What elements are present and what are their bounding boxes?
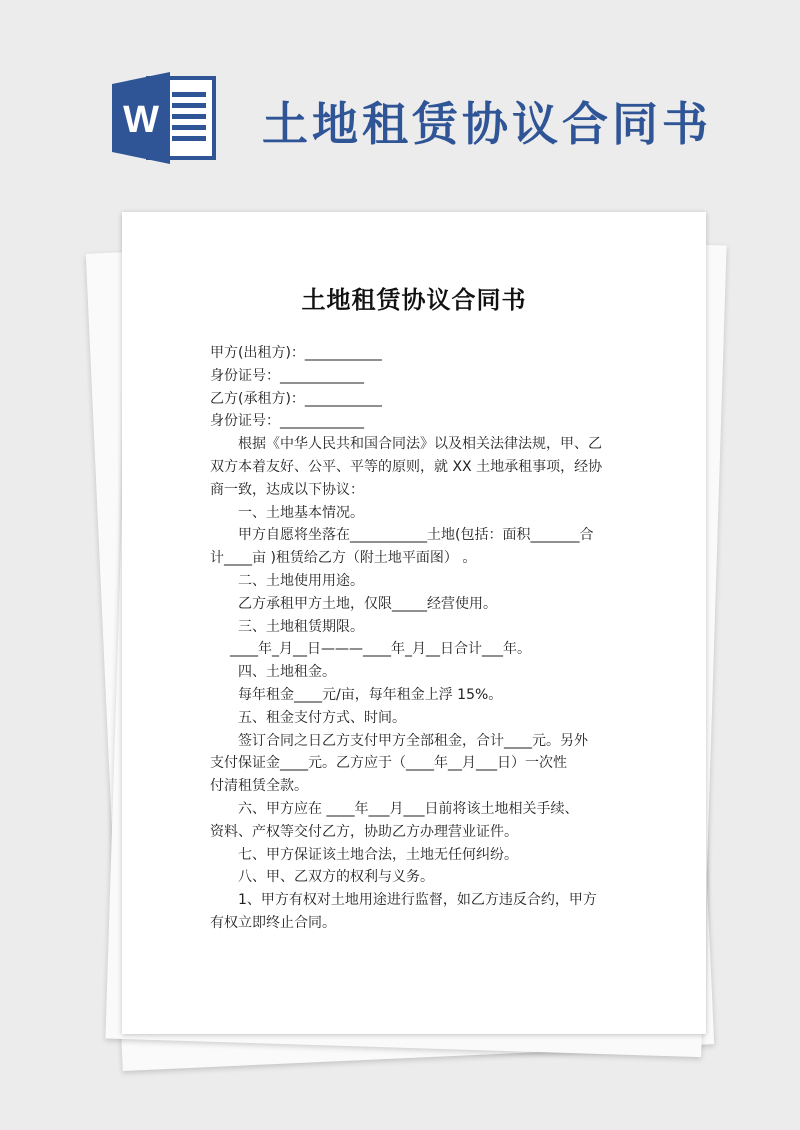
paragraph-line: 商一致，达成以下协议： (210, 481, 364, 498)
paragraph-line: 每年租金____元/亩，每年租金上浮 15%。 (238, 686, 503, 703)
document-title: 土地租赁协议合同书 (301, 286, 527, 314)
banner (0, 0, 800, 215)
paragraph-line: 双方本着友好、公平、平等的原则，就 XX 土地承租事项，经协 (210, 458, 603, 475)
party-a-line: 甲方(出租方)：___________ (210, 345, 382, 361)
section-heading: 八、甲、乙双方的权利与义务。 (238, 869, 434, 886)
paragraph-line: 计____亩 )租赁给乙方（附土地平面图） 。 (210, 550, 477, 567)
section-heading: 五、租金支付方式、时间。 (238, 709, 406, 726)
document-page (122, 212, 706, 1034)
party-a-id-line: 身份证号：____________ (210, 367, 364, 384)
party-b-id-line: 身份证号：____________ (210, 413, 364, 430)
paragraph-line: 资料、产权等交付乙方，协助乙方办理营业证件。 (210, 823, 518, 840)
word-document-icon (112, 72, 216, 164)
paragraph-line: 支付保证金____元。乙方应于（____年__月___日）一次性 (210, 755, 567, 772)
paragraph-line: 有权立即终止合同。 (210, 914, 336, 931)
paragraph-line: 根据《中华人民共和国合同法》以及相关法律法规，甲、乙 (238, 436, 602, 453)
banner-title: 土地租赁协议合同书 (262, 97, 712, 151)
paragraph-line: ____年_月__日———____年_月__日合计___年。 (230, 641, 531, 658)
section-heading: 七、甲方保证该土地合法，土地无任何纠纷。 (238, 846, 518, 863)
paragraph-line: 甲方自愿将坐落在___________土地(包括：面积_______合 (238, 527, 594, 544)
document-body (210, 342, 620, 935)
paragraph-line: 六、甲方应在 ____年___月___日前将该土地相关手续、 (238, 800, 579, 817)
paragraph-line: 乙方承租甲方土地，仅限_____经营使用。 (238, 595, 497, 612)
paragraph-line: 付清租赁全款。 (210, 778, 308, 795)
section-heading: 三、土地租赁期限。 (238, 618, 364, 635)
section-heading: 二、土地使用用途。 (238, 572, 364, 589)
section-heading: 一、土地基本情况。 (238, 504, 364, 521)
paragraph-line: 1、甲方有权对土地用途进行监督，如乙方违反合约，甲方 (238, 892, 597, 909)
section-heading: 四、土地租金。 (238, 664, 336, 681)
word-icon-letter: W (123, 99, 159, 141)
paragraph-line: 签订合同之日乙方支付甲方全部租金，合计____元。另外 (238, 732, 588, 749)
party-b-line: 乙方(承租方)：___________ (210, 390, 382, 407)
